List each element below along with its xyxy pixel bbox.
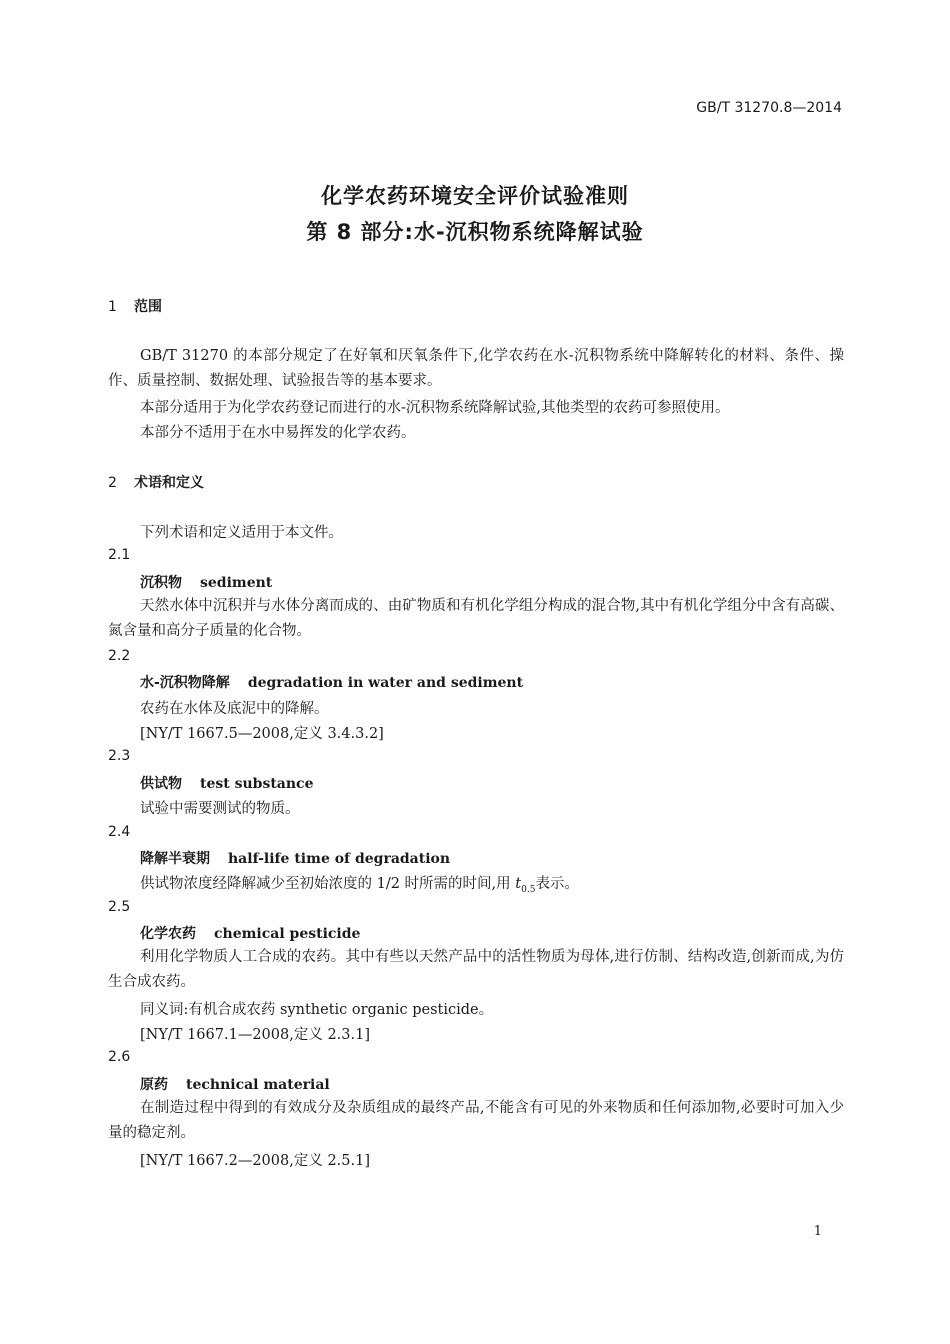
term-definition: 天然水体中沉积并与水体分离而成的、由矿物质和有机化学组分构成的混合物,其中有机化学组分中含有高碳、氮含量和高分子质量的化合物。 <box>108 598 844 639</box>
section-heading-terms <box>108 472 204 492</box>
section-title: 范围 <box>134 299 162 315</box>
term-en: degradation in water and sediment <box>247 675 524 691</box>
term-heading <box>140 848 450 868</box>
page-number: 1 <box>813 1224 822 1239</box>
term-cn: 水-沉积物降解 <box>140 675 230 691</box>
section-number: 2 <box>108 475 117 491</box>
term-reference: [NY/T 1667.5—2008,定义 3.4.3.2] <box>140 726 384 742</box>
scope-paragraph: 本部分不适用于在水中易挥发的化学农药。 <box>140 425 416 441</box>
term-en: test substance <box>200 776 314 792</box>
term-heading <box>140 672 523 692</box>
term-en: chemical pesticide <box>214 926 361 942</box>
standard-code: GB/T 31270.8—2014 <box>696 100 842 116</box>
term-cn: 降解半衰期 <box>140 851 210 867</box>
term-number: 2.5 <box>108 899 131 915</box>
term-number: 2.4 <box>108 824 131 840</box>
half-life-subscript: 0.5 <box>521 884 536 895</box>
term-number: 2.1 <box>108 547 131 563</box>
term-cn: 原药 <box>140 1077 168 1093</box>
term-definition: 在制造过程中得到的有效成分及杂质组成的最终产品,不能含有可见的外来物质和任何添加物,必要时可加入少量的稳定剂。 <box>108 1100 844 1141</box>
section-number: 1 <box>108 299 117 315</box>
scope-paragraph: GB/T 31270 的本部分规定了在好氧和厌氧条件下,化学农药在水-沉积物系统中降解转化的材料、条件、操作、质量控制、数据处理、试验报告等的基本要求。 <box>108 348 844 389</box>
section-heading-scope <box>108 296 162 316</box>
term-definition: 试验中需要测试的物质。 <box>140 801 300 817</box>
term-definition: 农药在水体及底泥中的降解。 <box>140 701 329 717</box>
term-synonym: 同义词:有机合成农药 synthetic organic pesticide。 <box>140 1002 494 1018</box>
term-cn: 沉积物 <box>140 575 182 591</box>
term-en: sediment <box>200 575 273 591</box>
document-subtitle: 第 8 部分:水-沉积物系统降解试验 <box>306 220 644 244</box>
document-title: 化学农药环境安全评价试验准则 <box>321 184 629 208</box>
term-en: technical material <box>186 1077 330 1093</box>
term-heading <box>140 773 313 793</box>
term-heading <box>140 923 360 943</box>
half-life-symbol: t <box>515 876 522 892</box>
term-definition: 利用化学物质人工合成的农药。其中有些以天然产品中的活性物质为母体,进行仿制、结构改造,创新而成,为仿生合成农药。 <box>108 949 844 990</box>
scope-paragraph: 本部分适用于为化学农药登记而进行的水-沉积物系统降解试验,其他类型的农药可参照使用。 <box>140 400 730 416</box>
terms-intro: 下列术语和定义适用于本文件。 <box>140 525 343 541</box>
term-number: 2.6 <box>108 1049 131 1065</box>
term-cn: 供试物 <box>140 776 182 792</box>
term-number: 2.3 <box>108 748 131 764</box>
term-number: 2.2 <box>108 648 131 664</box>
term-heading <box>140 572 272 592</box>
term-en: half-life time of degradation <box>228 851 451 867</box>
term-reference: [NY/T 1667.2—2008,定义 2.5.1] <box>140 1153 370 1169</box>
definition-text: 表示。 <box>535 876 579 892</box>
definition-text: 供试物浓度经降解减少至初始浓度的 1/2 时所需的时间,用 <box>140 876 516 892</box>
term-reference: [NY/T 1667.1—2008,定义 2.3.1] <box>140 1027 370 1043</box>
section-title: 术语和定义 <box>134 475 204 491</box>
term-heading <box>140 1074 330 1094</box>
term-cn: 化学农药 <box>140 926 196 942</box>
term-definition <box>140 872 579 895</box>
